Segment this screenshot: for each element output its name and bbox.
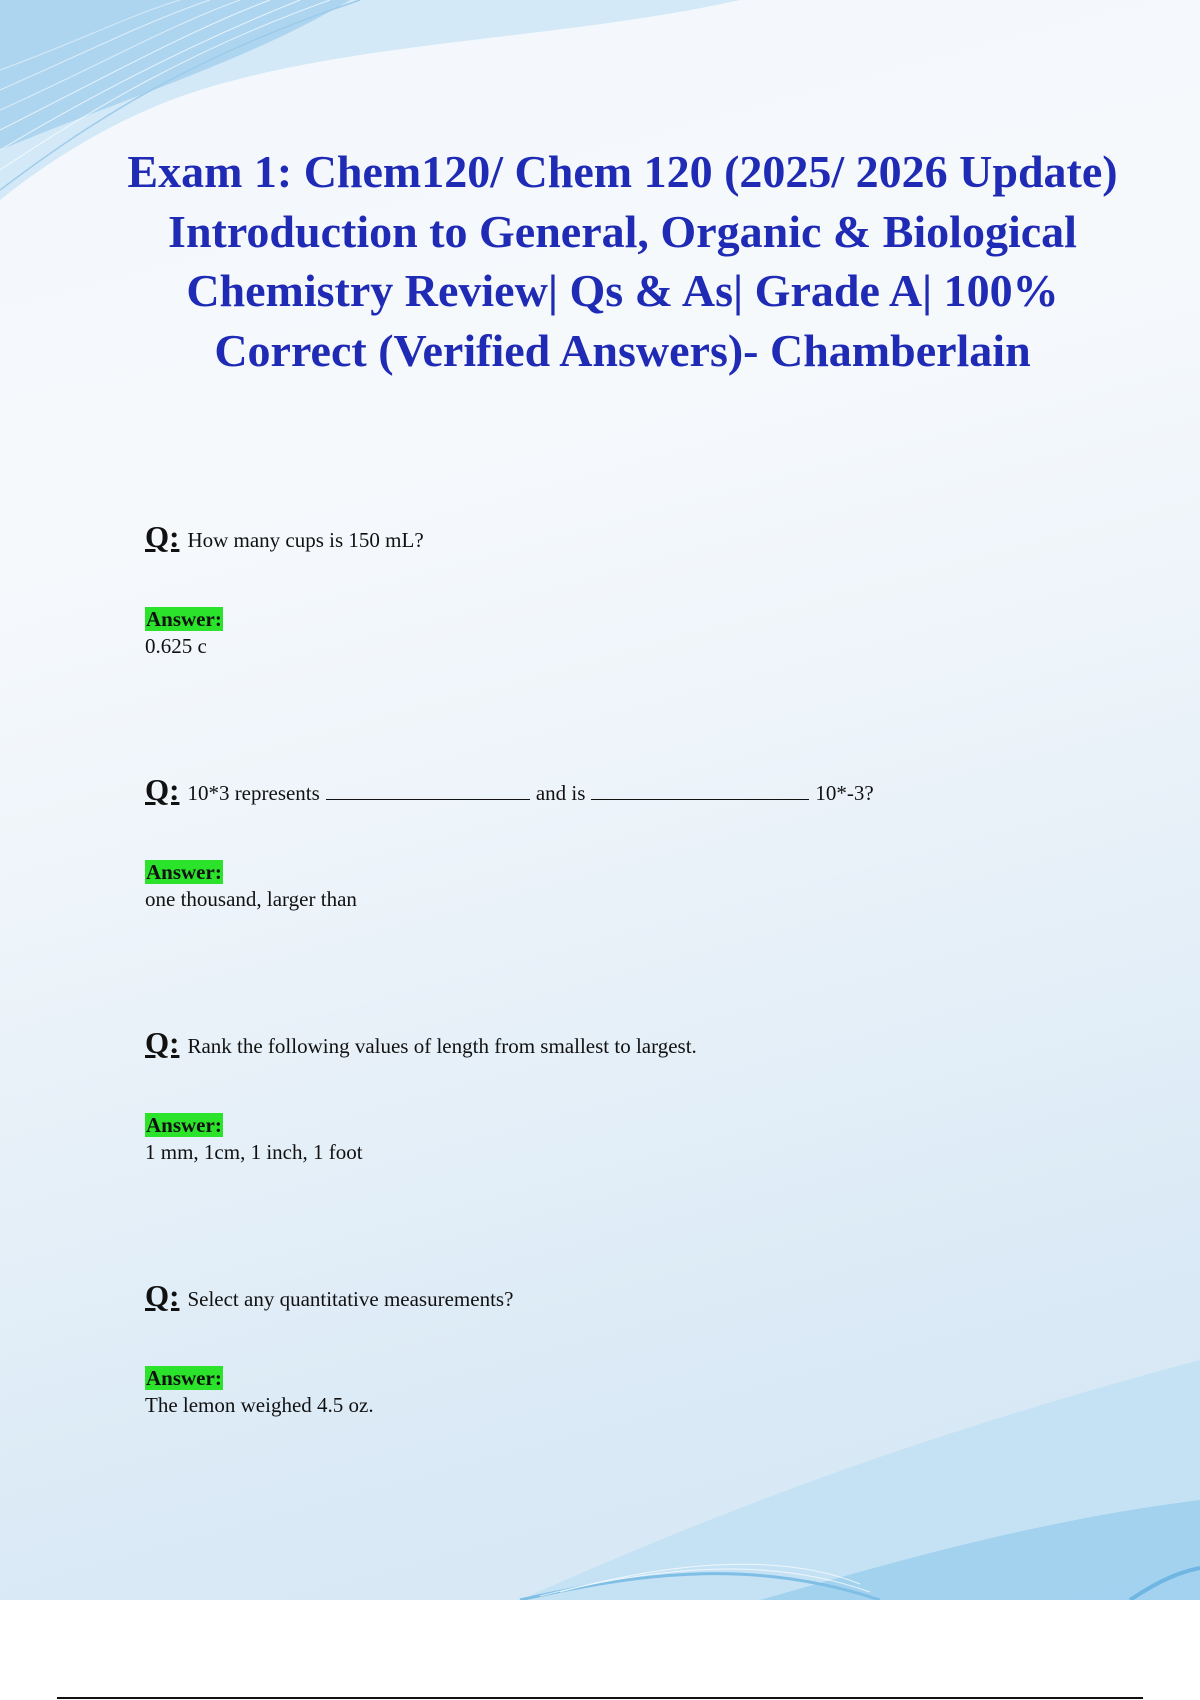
document-title: Exam 1: Chem120/ Chem 120 (2025/ 2026 Update) Introduction to General, Organic & Biological Chemistry Review| Qs & As| Grade A| 100% Correct (Verified Answers)- Chamberlain: [127, 146, 1118, 376]
question-line: [145, 772, 1145, 808]
question-prefix: Q:: [145, 772, 180, 807]
answer-label: Answer:: [146, 607, 222, 631]
question-text: Select any quantitative measurements?: [187, 1287, 514, 1311]
answer-text: 1 mm, 1cm, 1 inch, 1 foot: [145, 1140, 363, 1164]
question-line: [145, 1025, 1145, 1061]
question-text-part: 10*3 represents: [187, 781, 320, 805]
question-line: [145, 519, 1145, 555]
answer-label: Answer:: [146, 1113, 222, 1137]
answer-text: 0.625 c: [145, 634, 207, 658]
qa-item: [145, 519, 1145, 659]
answer-label: Answer:: [146, 1366, 222, 1390]
question-text: How many cups is 150 mL?: [187, 528, 424, 552]
question-text: Rank the following values of length from smallest to largest.: [187, 1034, 697, 1058]
question-text-part: 10*-3?: [815, 781, 874, 805]
question-text-part: and is: [535, 781, 586, 805]
answer-text: one thousand, larger than: [145, 887, 357, 911]
answer-label: Answer:: [146, 860, 222, 884]
qa-item: [145, 1278, 1145, 1418]
question-prefix: Q:: [145, 519, 180, 554]
qa-item: [145, 1025, 1145, 1165]
fill-in-blank: [591, 781, 809, 800]
qa-item: [145, 772, 1145, 912]
fill-in-blank: [326, 781, 530, 800]
footer-divider: [57, 1697, 1143, 1699]
question-line: [145, 1278, 1145, 1314]
question-prefix: Q:: [145, 1025, 180, 1060]
question-prefix: Q:: [145, 1278, 180, 1313]
answer-text: The lemon weighed 4.5 oz.: [145, 1393, 374, 1417]
